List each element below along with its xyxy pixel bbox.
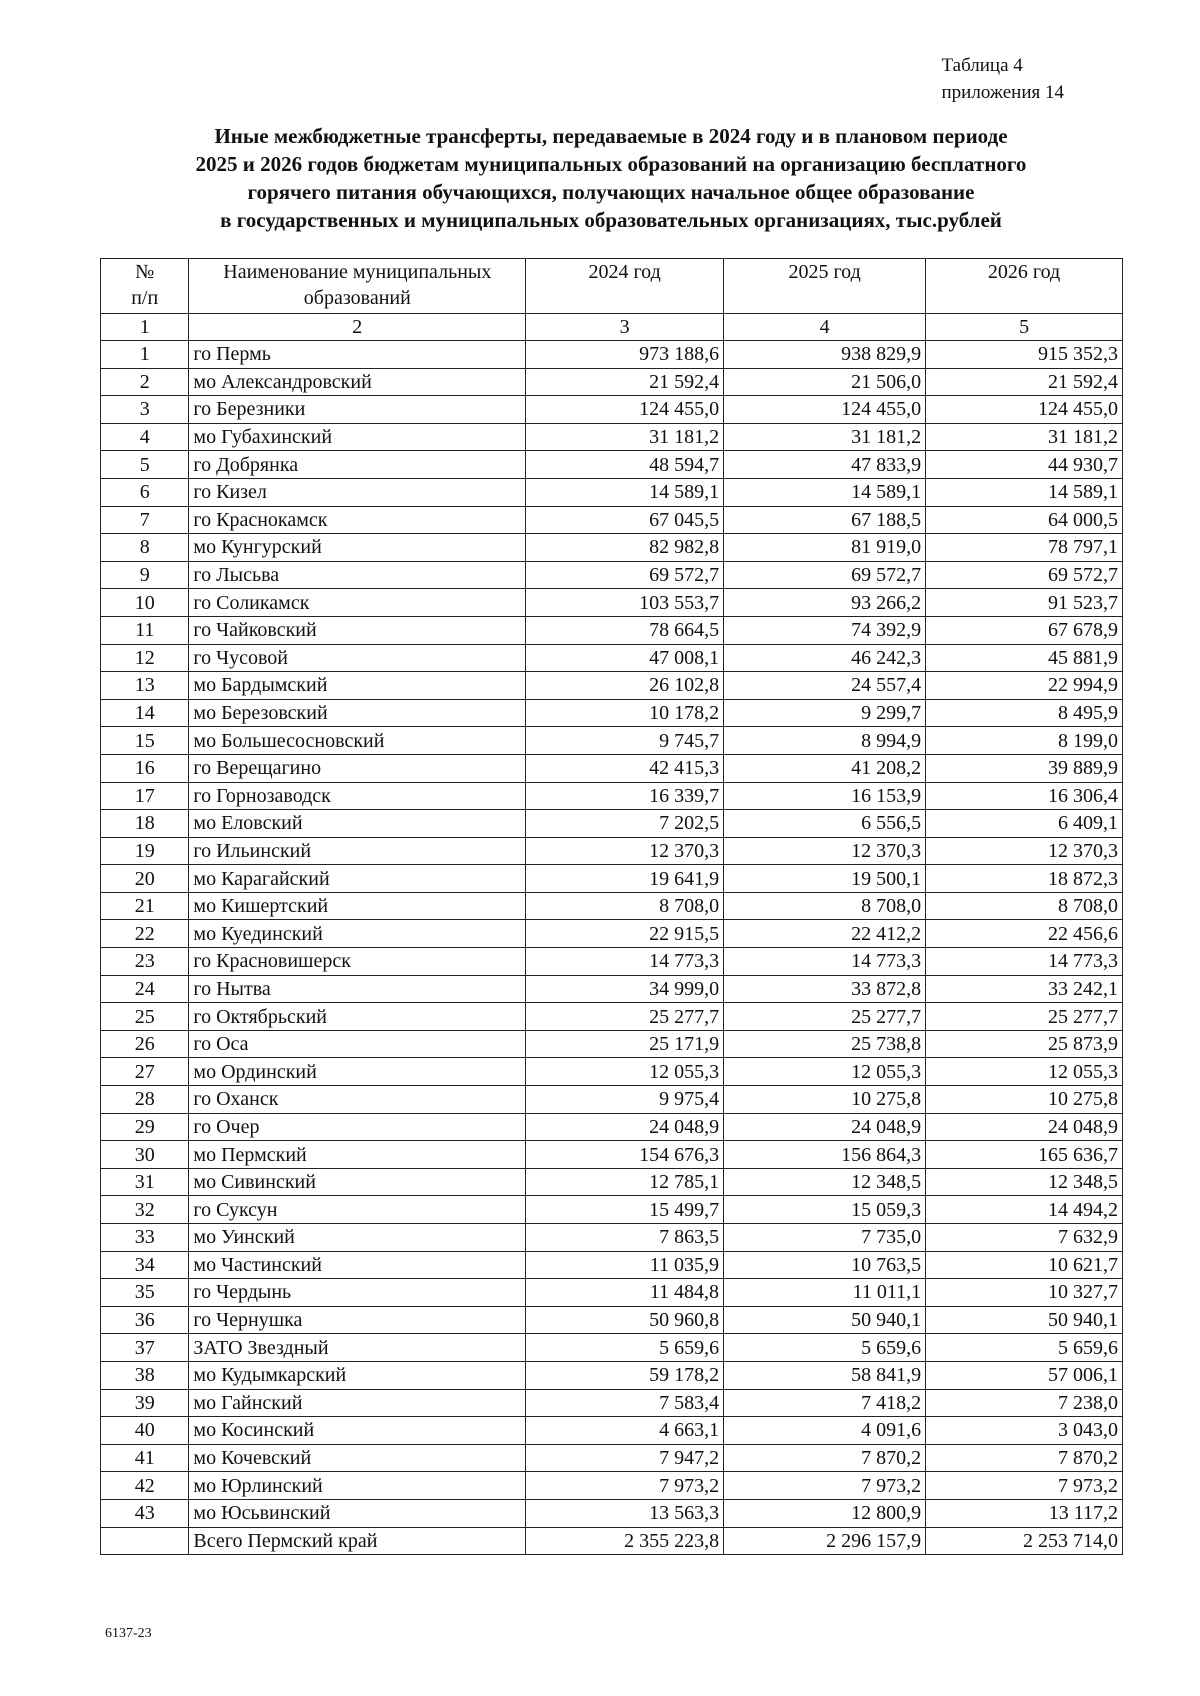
table-row xyxy=(101,368,1123,396)
value-2024: 19 641,9 xyxy=(526,865,724,893)
municipality-name: го Очер xyxy=(189,1113,526,1141)
row-number: 36 xyxy=(101,1306,189,1334)
table-row xyxy=(101,561,1123,589)
document-title xyxy=(100,122,1122,234)
transfers-table xyxy=(100,258,1123,1555)
value-2025: 10 763,5 xyxy=(724,1251,926,1279)
value-2024: 7 583,4 xyxy=(526,1389,724,1417)
table-row xyxy=(101,644,1123,672)
value-2025: 14 589,1 xyxy=(724,478,926,506)
value-2024: 31 181,2 xyxy=(526,423,724,451)
value-2026: 165 636,7 xyxy=(926,1141,1123,1169)
municipality-name: го Соликамск xyxy=(189,589,526,617)
total-2024: 2 355 223,8 xyxy=(526,1527,724,1555)
table-row xyxy=(101,341,1123,369)
municipality-name: мо Кочевский xyxy=(189,1444,526,1472)
value-2026: 21 592,4 xyxy=(926,368,1123,396)
value-2024: 25 277,7 xyxy=(526,1003,724,1031)
value-2024: 4 663,1 xyxy=(526,1417,724,1445)
value-2026: 7 870,2 xyxy=(926,1444,1123,1472)
value-2025: 14 773,3 xyxy=(724,948,926,976)
value-2025: 21 506,0 xyxy=(724,368,926,396)
value-2025: 8 994,9 xyxy=(724,727,926,755)
municipality-name: мо Сивинский xyxy=(189,1168,526,1196)
value-2026: 14 773,3 xyxy=(926,948,1123,976)
value-2024: 78 664,5 xyxy=(526,616,724,644)
table-row xyxy=(101,948,1123,976)
value-2026: 12 055,3 xyxy=(926,1058,1123,1086)
municipality-name: мо Бардымский xyxy=(189,672,526,700)
value-2026: 91 523,7 xyxy=(926,589,1123,617)
municipality-name: мо Ординский xyxy=(189,1058,526,1086)
value-2026: 7 238,0 xyxy=(926,1389,1123,1417)
value-2026: 22 456,6 xyxy=(926,920,1123,948)
municipality-name: го Оханск xyxy=(189,1086,526,1114)
value-2025: 9 299,7 xyxy=(724,699,926,727)
table-row xyxy=(101,1472,1123,1500)
municipality-name: мо Александровский xyxy=(189,368,526,396)
value-2025: 16 153,9 xyxy=(724,782,926,810)
municipality-name: мо Уинский xyxy=(189,1224,526,1252)
municipality-name: го Добрянка xyxy=(189,451,526,479)
value-2026: 57 006,1 xyxy=(926,1361,1123,1389)
value-2025: 24 048,9 xyxy=(724,1113,926,1141)
value-2025: 41 208,2 xyxy=(724,754,926,782)
value-2024: 12 785,1 xyxy=(526,1168,724,1196)
row-number: 11 xyxy=(101,616,189,644)
municipality-name: го Ильинский xyxy=(189,837,526,865)
row-number: 32 xyxy=(101,1196,189,1224)
municipality-name: го Оса xyxy=(189,1030,526,1058)
value-2026: 124 455,0 xyxy=(926,396,1123,424)
total-label: Всего Пермский край xyxy=(189,1527,526,1555)
row-number: 25 xyxy=(101,1003,189,1031)
row-number: 34 xyxy=(101,1251,189,1279)
column-number: 2 xyxy=(189,314,526,341)
value-2025: 93 266,2 xyxy=(724,589,926,617)
table-row xyxy=(101,1334,1123,1362)
table-row xyxy=(101,1389,1123,1417)
table-header-row xyxy=(101,259,1123,314)
municipality-name: го Чусовой xyxy=(189,644,526,672)
value-2024: 26 102,8 xyxy=(526,672,724,700)
row-number: 33 xyxy=(101,1224,189,1252)
value-2026: 50 940,1 xyxy=(926,1306,1123,1334)
value-2024: 7 947,2 xyxy=(526,1444,724,1472)
value-2024: 15 499,7 xyxy=(526,1196,724,1224)
value-2025: 4 091,6 xyxy=(724,1417,926,1445)
row-number: 27 xyxy=(101,1058,189,1086)
municipality-name: го Краснокамск xyxy=(189,506,526,534)
value-2026: 69 572,7 xyxy=(926,561,1123,589)
document-code: 6137-23 xyxy=(105,1626,152,1641)
municipality-name: мо Косинский xyxy=(189,1417,526,1445)
title-line: в государственных и муниципальных образовательных организациях, тыс.рублей xyxy=(220,208,1002,232)
table-row xyxy=(101,478,1123,506)
municipality-name: го Пермь xyxy=(189,341,526,369)
total-number xyxy=(101,1527,189,1555)
value-2025: 7 870,2 xyxy=(724,1444,926,1472)
row-number: 16 xyxy=(101,754,189,782)
row-number: 5 xyxy=(101,451,189,479)
table-annex-note xyxy=(942,52,1064,106)
value-2025: 19 500,1 xyxy=(724,865,926,893)
value-2024: 59 178,2 xyxy=(526,1361,724,1389)
value-2026: 12 348,5 xyxy=(926,1168,1123,1196)
annex-note-line2: приложения 14 xyxy=(941,82,1064,103)
municipality-name: мо Пермский xyxy=(189,1141,526,1169)
municipality-name: мо Кунгурский xyxy=(189,534,526,562)
value-2026: 7 973,2 xyxy=(926,1472,1123,1500)
value-2025: 7 973,2 xyxy=(724,1472,926,1500)
table-row xyxy=(101,451,1123,479)
value-2024: 7 863,5 xyxy=(526,1224,724,1252)
value-2025: 24 557,4 xyxy=(724,672,926,700)
table-row xyxy=(101,1168,1123,1196)
value-2026: 25 277,7 xyxy=(926,1003,1123,1031)
value-2026: 18 872,3 xyxy=(926,865,1123,893)
row-number: 26 xyxy=(101,1030,189,1058)
row-number: 22 xyxy=(101,920,189,948)
municipality-name: го Чердынь xyxy=(189,1279,526,1307)
row-number: 7 xyxy=(101,506,189,534)
value-2024: 21 592,4 xyxy=(526,368,724,396)
value-2024: 12 055,3 xyxy=(526,1058,724,1086)
value-2024: 12 370,3 xyxy=(526,837,724,865)
value-2026: 33 242,1 xyxy=(926,975,1123,1003)
value-2026: 12 370,3 xyxy=(926,837,1123,865)
row-number: 1 xyxy=(101,341,189,369)
table-row xyxy=(101,1086,1123,1114)
municipality-name: го Чернушка xyxy=(189,1306,526,1334)
value-2025: 12 800,9 xyxy=(724,1499,926,1527)
row-number: 8 xyxy=(101,534,189,562)
value-2025: 8 708,0 xyxy=(724,892,926,920)
header-2025: 2025 год xyxy=(724,259,926,314)
value-2024: 67 045,5 xyxy=(526,506,724,534)
table-row xyxy=(101,506,1123,534)
value-2026: 45 881,9 xyxy=(926,644,1123,672)
table-row xyxy=(101,754,1123,782)
column-number-row xyxy=(101,314,1123,341)
value-2024: 11 035,9 xyxy=(526,1251,724,1279)
value-2026: 64 000,5 xyxy=(926,506,1123,534)
value-2026: 8 708,0 xyxy=(926,892,1123,920)
table-row xyxy=(101,810,1123,838)
value-2024: 9 975,4 xyxy=(526,1086,724,1114)
value-2026: 39 889,9 xyxy=(926,754,1123,782)
column-number: 3 xyxy=(526,314,724,341)
value-2025: 12 055,3 xyxy=(724,1058,926,1086)
value-2026: 78 797,1 xyxy=(926,534,1123,562)
header-name-line1: Наименование муниципальных xyxy=(223,261,492,283)
header-number-line1: № xyxy=(135,261,155,283)
table-row xyxy=(101,672,1123,700)
row-number: 15 xyxy=(101,727,189,755)
row-number: 43 xyxy=(101,1499,189,1527)
value-2025: 67 188,5 xyxy=(724,506,926,534)
value-2024: 103 553,7 xyxy=(526,589,724,617)
value-2025: 46 242,3 xyxy=(724,644,926,672)
row-number: 39 xyxy=(101,1389,189,1417)
municipality-name: мо Карагайский xyxy=(189,865,526,893)
municipality-name: го Горнозаводск xyxy=(189,782,526,810)
value-2024: 7 973,2 xyxy=(526,1472,724,1500)
value-2026: 16 306,4 xyxy=(926,782,1123,810)
row-number: 2 xyxy=(101,368,189,396)
value-2024: 42 415,3 xyxy=(526,754,724,782)
table-body xyxy=(101,341,1123,1528)
row-number: 13 xyxy=(101,672,189,700)
row-number: 42 xyxy=(101,1472,189,1500)
value-2025: 15 059,3 xyxy=(724,1196,926,1224)
row-number: 18 xyxy=(101,810,189,838)
row-number: 37 xyxy=(101,1334,189,1362)
table-row xyxy=(101,1279,1123,1307)
value-2025: 69 572,7 xyxy=(724,561,926,589)
table-row xyxy=(101,892,1123,920)
value-2024: 11 484,8 xyxy=(526,1279,724,1307)
row-number: 6 xyxy=(101,478,189,506)
value-2025: 25 738,8 xyxy=(724,1030,926,1058)
column-number: 1 xyxy=(101,314,189,341)
municipality-name: ЗАТО Звездный xyxy=(189,1334,526,1362)
value-2024: 34 999,0 xyxy=(526,975,724,1003)
value-2026: 22 994,9 xyxy=(926,672,1123,700)
value-2024: 9 745,7 xyxy=(526,727,724,755)
table-row xyxy=(101,1444,1123,1472)
municipality-name: го Верещагино xyxy=(189,754,526,782)
municipality-name: го Кизел xyxy=(189,478,526,506)
municipality-name: мо Юсьвинский xyxy=(189,1499,526,1527)
table-row xyxy=(101,1113,1123,1141)
municipality-name: мо Березовский xyxy=(189,699,526,727)
row-number: 30 xyxy=(101,1141,189,1169)
table-row xyxy=(101,1196,1123,1224)
value-2026: 6 409,1 xyxy=(926,810,1123,838)
table-row xyxy=(101,920,1123,948)
municipality-name: го Лысьва xyxy=(189,561,526,589)
table-row xyxy=(101,1030,1123,1058)
value-2024: 24 048,9 xyxy=(526,1113,724,1141)
municipality-name: мо Куединский xyxy=(189,920,526,948)
table-row xyxy=(101,727,1123,755)
value-2024: 124 455,0 xyxy=(526,396,724,424)
row-number: 38 xyxy=(101,1361,189,1389)
table-row xyxy=(101,1224,1123,1252)
header-name xyxy=(189,259,526,314)
value-2026: 8 495,9 xyxy=(926,699,1123,727)
row-number: 40 xyxy=(101,1417,189,1445)
value-2026: 10 621,7 xyxy=(926,1251,1123,1279)
table-row xyxy=(101,423,1123,451)
municipality-name: го Суксун xyxy=(189,1196,526,1224)
value-2024: 10 178,2 xyxy=(526,699,724,727)
value-2024: 7 202,5 xyxy=(526,810,724,838)
value-2024: 25 171,9 xyxy=(526,1030,724,1058)
header-number xyxy=(101,259,189,314)
header-number-line2: п/п xyxy=(131,287,159,309)
row-number: 29 xyxy=(101,1113,189,1141)
value-2025: 31 181,2 xyxy=(724,423,926,451)
row-number: 14 xyxy=(101,699,189,727)
row-number: 9 xyxy=(101,561,189,589)
annex-note-line1: Таблица 4 xyxy=(941,55,1023,76)
row-number: 23 xyxy=(101,948,189,976)
value-2026: 10 275,8 xyxy=(926,1086,1123,1114)
value-2026: 25 873,9 xyxy=(926,1030,1123,1058)
table-row xyxy=(101,975,1123,1003)
value-2026: 31 181,2 xyxy=(926,423,1123,451)
value-2026: 915 352,3 xyxy=(926,341,1123,369)
value-2024: 13 563,3 xyxy=(526,1499,724,1527)
value-2024: 50 960,8 xyxy=(526,1306,724,1334)
table-row xyxy=(101,396,1123,424)
table-row xyxy=(101,1003,1123,1031)
title-line: горячего питания обучающихся, получающих начальное общее образование xyxy=(247,180,975,204)
title-line: 2025 и 2026 годов бюджетам муниципальных образований на организацию бесплатного xyxy=(195,152,1027,176)
municipality-name: мо Гайнский xyxy=(189,1389,526,1417)
value-2026: 8 199,0 xyxy=(926,727,1123,755)
municipality-name: мо Юрлинский xyxy=(189,1472,526,1500)
value-2024: 47 008,1 xyxy=(526,644,724,672)
value-2026: 3 043,0 xyxy=(926,1417,1123,1445)
value-2026: 10 327,7 xyxy=(926,1279,1123,1307)
value-2024: 14 773,3 xyxy=(526,948,724,976)
total-2026: 2 253 714,0 xyxy=(926,1527,1123,1555)
value-2024: 22 915,5 xyxy=(526,920,724,948)
value-2025: 58 841,9 xyxy=(724,1361,926,1389)
table-row xyxy=(101,1251,1123,1279)
value-2025: 10 275,8 xyxy=(724,1086,926,1114)
value-2024: 14 589,1 xyxy=(526,478,724,506)
table-row xyxy=(101,1417,1123,1445)
value-2025: 7 418,2 xyxy=(724,1389,926,1417)
value-2025: 124 455,0 xyxy=(724,396,926,424)
municipality-name: го Чайковский xyxy=(189,616,526,644)
row-number: 41 xyxy=(101,1444,189,1472)
row-number: 28 xyxy=(101,1086,189,1114)
value-2026: 14 494,2 xyxy=(926,1196,1123,1224)
municipality-name: мо Еловский xyxy=(189,810,526,838)
value-2026: 67 678,9 xyxy=(926,616,1123,644)
municipality-name: мо Кудымкарский xyxy=(189,1361,526,1389)
value-2024: 973 188,6 xyxy=(526,341,724,369)
value-2025: 6 556,5 xyxy=(724,810,926,838)
table-row xyxy=(101,1499,1123,1527)
value-2025: 22 412,2 xyxy=(724,920,926,948)
row-number: 12 xyxy=(101,644,189,672)
value-2025: 12 348,5 xyxy=(724,1168,926,1196)
row-number: 4 xyxy=(101,423,189,451)
row-number: 20 xyxy=(101,865,189,893)
value-2024: 8 708,0 xyxy=(526,892,724,920)
column-number: 4 xyxy=(724,314,926,341)
value-2025: 12 370,3 xyxy=(724,837,926,865)
value-2025: 74 392,9 xyxy=(724,616,926,644)
value-2026: 14 589,1 xyxy=(926,478,1123,506)
total-row xyxy=(101,1527,1123,1555)
column-number: 5 xyxy=(926,314,1123,341)
total-2025: 2 296 157,9 xyxy=(724,1527,926,1555)
header-2024: 2024 год xyxy=(526,259,724,314)
municipality-name: го Нытва xyxy=(189,975,526,1003)
value-2025: 47 833,9 xyxy=(724,451,926,479)
value-2025: 7 735,0 xyxy=(724,1224,926,1252)
value-2025: 156 864,3 xyxy=(724,1141,926,1169)
value-2026: 24 048,9 xyxy=(926,1113,1123,1141)
municipality-name: мо Большесосновский xyxy=(189,727,526,755)
value-2024: 69 572,7 xyxy=(526,561,724,589)
row-number: 17 xyxy=(101,782,189,810)
value-2025: 25 277,7 xyxy=(724,1003,926,1031)
value-2025: 33 872,8 xyxy=(724,975,926,1003)
municipality-name: го Красновишерск xyxy=(189,948,526,976)
table-row xyxy=(101,1306,1123,1334)
row-number: 19 xyxy=(101,837,189,865)
value-2026: 5 659,6 xyxy=(926,1334,1123,1362)
value-2025: 81 919,0 xyxy=(724,534,926,562)
table-row xyxy=(101,1141,1123,1169)
value-2026: 13 117,2 xyxy=(926,1499,1123,1527)
value-2024: 82 982,8 xyxy=(526,534,724,562)
municipality-name: го Березники xyxy=(189,396,526,424)
table-row xyxy=(101,1361,1123,1389)
row-number: 35 xyxy=(101,1279,189,1307)
municipality-name: мо Кишертский xyxy=(189,892,526,920)
value-2025: 50 940,1 xyxy=(724,1306,926,1334)
value-2024: 16 339,7 xyxy=(526,782,724,810)
title-line: Иные межбюджетные трансферты, передаваемые в 2024 году и в плановом периоде xyxy=(214,124,1008,148)
table-row xyxy=(101,782,1123,810)
table-row xyxy=(101,865,1123,893)
table-row xyxy=(101,534,1123,562)
table-row xyxy=(101,837,1123,865)
table-row xyxy=(101,1058,1123,1086)
row-number: 10 xyxy=(101,589,189,617)
value-2024: 154 676,3 xyxy=(526,1141,724,1169)
value-2026: 44 930,7 xyxy=(926,451,1123,479)
value-2025: 938 829,9 xyxy=(724,341,926,369)
header-2026: 2026 год xyxy=(926,259,1123,314)
table-row xyxy=(101,616,1123,644)
municipality-name: мо Губахинский xyxy=(189,423,526,451)
table-row xyxy=(101,589,1123,617)
header-name-line2: образований xyxy=(303,287,411,309)
value-2025: 5 659,6 xyxy=(724,1334,926,1362)
row-number: 21 xyxy=(101,892,189,920)
row-number: 31 xyxy=(101,1168,189,1196)
municipality-name: го Октябрьский xyxy=(189,1003,526,1031)
row-number: 3 xyxy=(101,396,189,424)
value-2025: 11 011,1 xyxy=(724,1279,926,1307)
value-2024: 5 659,6 xyxy=(526,1334,724,1362)
table-row xyxy=(101,699,1123,727)
value-2026: 7 632,9 xyxy=(926,1224,1123,1252)
row-number: 24 xyxy=(101,975,189,1003)
value-2024: 48 594,7 xyxy=(526,451,724,479)
municipality-name: мо Частинский xyxy=(189,1251,526,1279)
